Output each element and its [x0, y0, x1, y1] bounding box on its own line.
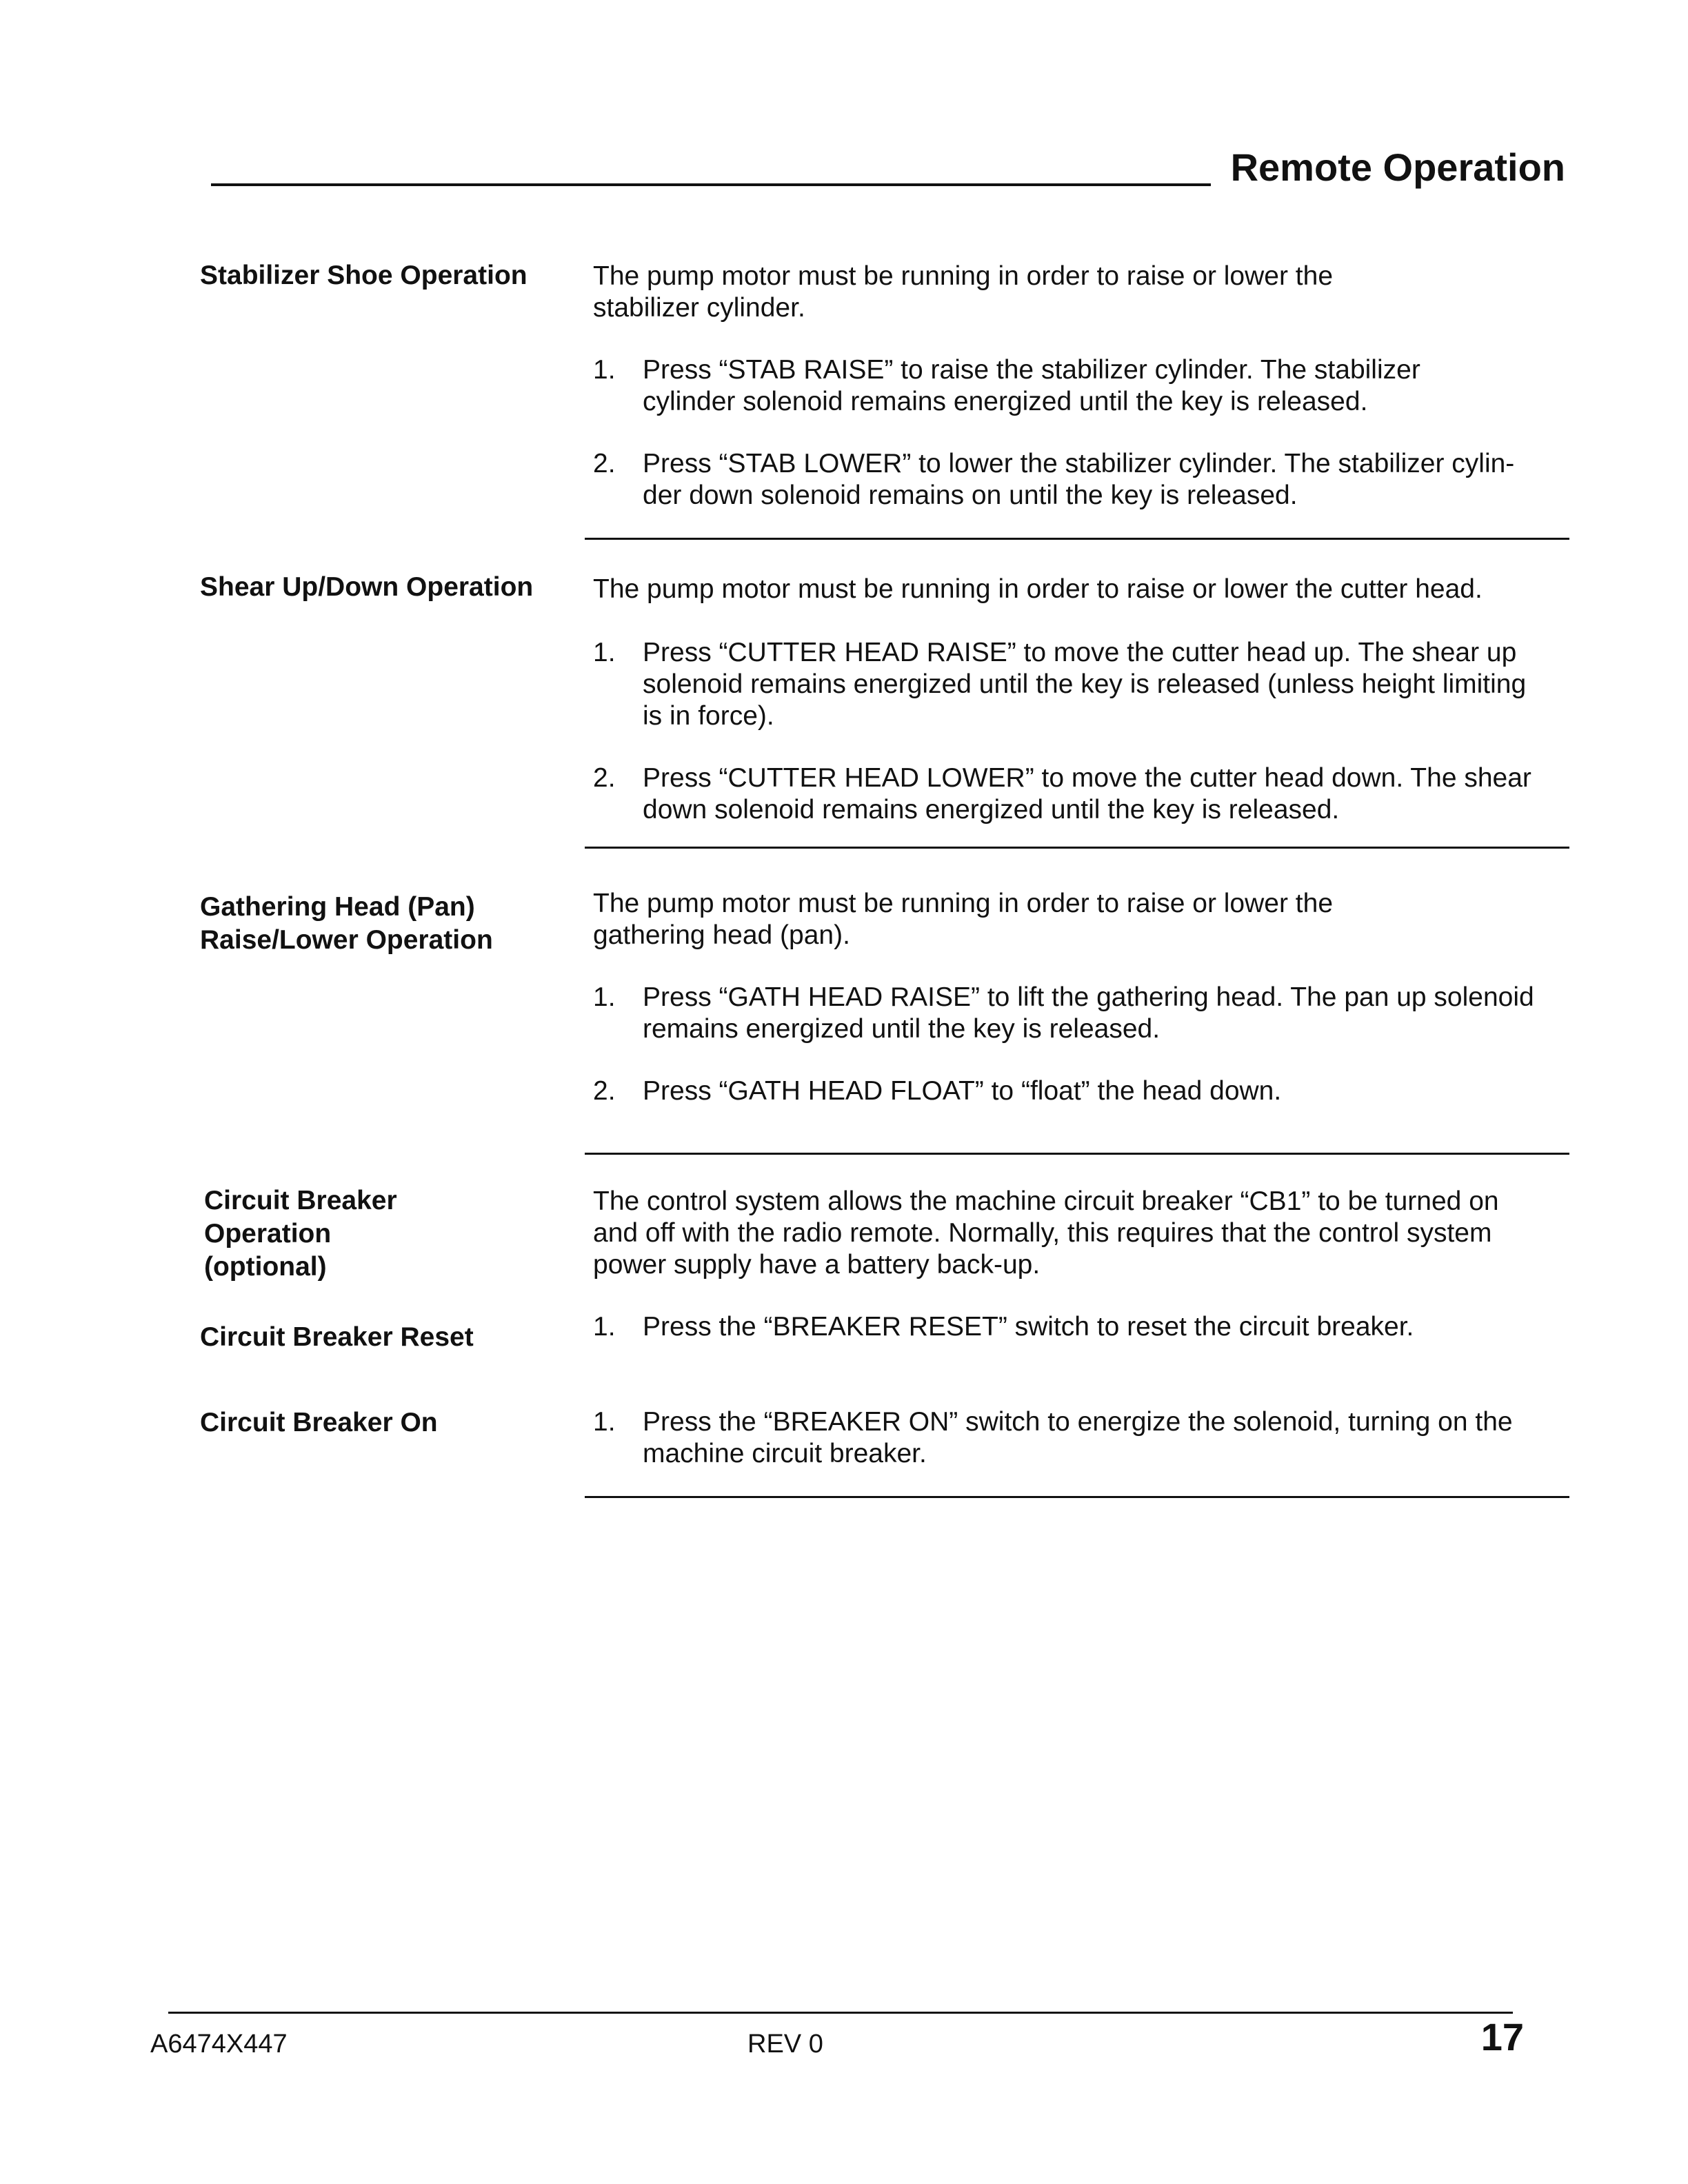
section-divider: [585, 1496, 1569, 1498]
section-label-line: Gathering Head (Pan): [200, 892, 475, 922]
step-number: 2.: [593, 763, 616, 793]
section-label-shear: Shear Up/Down Operation: [200, 572, 534, 602]
step-text-line: cylinder solenoid remains energized until the key is released.: [643, 387, 1368, 416]
step-text-line: Press “STAB RAISE” to raise the stabilizer cylinder. The stabilizer: [643, 355, 1420, 385]
gathering-intro: [593, 888, 1572, 951]
step-text-line: Press “GATH HEAD FLOAT” to “float” the head down.: [643, 1076, 1282, 1106]
page-title: Remote Operation: [1230, 145, 1565, 189]
stabilizer-intro-line: The pump motor must be running in order to raise or lower the: [593, 261, 1334, 291]
section-label-line: Raise/Lower Operation: [200, 925, 493, 955]
step-text-line: der down solenoid remains on until the key is released.: [643, 481, 1298, 510]
section-divider: [585, 847, 1569, 849]
stabilizer-intro-line: stabilizer cylinder.: [593, 293, 805, 323]
gathering-step-2: [593, 1075, 1572, 1107]
step-number: 1.: [593, 1312, 616, 1342]
section-divider: [585, 1153, 1569, 1155]
breaker-reset-step-1: [593, 1311, 1572, 1343]
breaker-intro: [593, 1186, 1572, 1281]
shear-intro: [593, 574, 1572, 605]
breaker-intro-line: and off with the radio remote. Normally, this requires that the control system: [593, 1218, 1492, 1248]
step-text-line: solenoid remains energized until the key is released (unless height limiting: [643, 669, 1527, 699]
gathering-step-1: [593, 982, 1572, 1045]
step-text-line: Press “CUTTER HEAD RAISE” to move the cutter head up. The shear up: [643, 638, 1517, 667]
revision-label: REV 0: [747, 2030, 823, 2059]
step-text: [643, 762, 1567, 826]
section-label-breaker: [204, 1184, 563, 1284]
step-text: [643, 448, 1567, 512]
section-label-breaker-reset: Circuit Breaker Reset: [200, 1322, 474, 1352]
section-divider: [585, 538, 1569, 540]
gathering-intro-line: gathering head (pan).: [593, 920, 850, 950]
shear-step-1: [593, 637, 1572, 732]
step-number: 1.: [593, 1407, 616, 1437]
step-text-line: Press “GATH HEAD RAISE” to lift the gathering head. The pan up solenoid: [643, 982, 1534, 1012]
step-text-line: Press the “BREAKER RESET” switch to reset the circuit breaker.: [643, 1312, 1414, 1342]
section-label-breaker-on: Circuit Breaker On: [200, 1408, 438, 1437]
step-text: [643, 1075, 1567, 1107]
step-number: 1.: [593, 982, 616, 1012]
step-text-line: machine circuit breaker.: [643, 1439, 927, 1468]
stabilizer-step-1: [593, 354, 1572, 418]
footer-rule: [168, 2012, 1513, 2014]
breaker-intro-line: power supply have a battery back-up.: [593, 1250, 1041, 1280]
doc-number: A6474X447: [150, 2030, 288, 2059]
step-text-line: down solenoid remains energized until the key is released.: [643, 795, 1340, 825]
header-rule: [211, 183, 1211, 186]
section-label-line: Operation: [204, 1219, 332, 1248]
step-text-line: Press “STAB LOWER” to lower the stabilizer cylinder. The stabilizer cylin-: [643, 449, 1515, 478]
breaker-intro-line: The control system allows the machine circuit breaker “CB1” to be turned on: [593, 1186, 1499, 1216]
section-label-stabilizer: Stabilizer Shoe Operation: [200, 261, 528, 290]
page-number: 17: [1480, 2015, 1524, 2059]
step-text: [643, 982, 1567, 1045]
gathering-intro-line: The pump motor must be running in order to raise or lower the: [593, 889, 1334, 918]
step-text: [643, 1311, 1567, 1343]
breaker-on-step-1: [593, 1406, 1572, 1470]
step-number: 2.: [593, 1076, 616, 1106]
section-label-line: Circuit Breaker: [204, 1186, 397, 1215]
step-number: 1.: [593, 638, 616, 667]
shear-step-2: [593, 762, 1572, 826]
stabilizer-intro: [593, 261, 1572, 324]
step-number: 1.: [593, 355, 616, 385]
section-label-line: (optional): [204, 1252, 327, 1282]
section-label-gathering: [200, 891, 559, 957]
stabilizer-step-2: [593, 448, 1572, 512]
shear-intro-line: The pump motor must be running in order to raise or lower the cutter head.: [593, 574, 1483, 604]
step-text-line: remains energized until the key is released.: [643, 1014, 1160, 1044]
step-text: [643, 637, 1567, 732]
step-text-line: is in force).: [643, 701, 774, 731]
step-number: 2.: [593, 449, 616, 478]
step-text-line: Press “CUTTER HEAD LOWER” to move the cutter head down. The shear: [643, 763, 1531, 793]
step-text: [643, 1406, 1567, 1470]
step-text: [643, 354, 1567, 418]
step-text-line: Press the “BREAKER ON” switch to energize the solenoid, turning on the: [643, 1407, 1513, 1437]
